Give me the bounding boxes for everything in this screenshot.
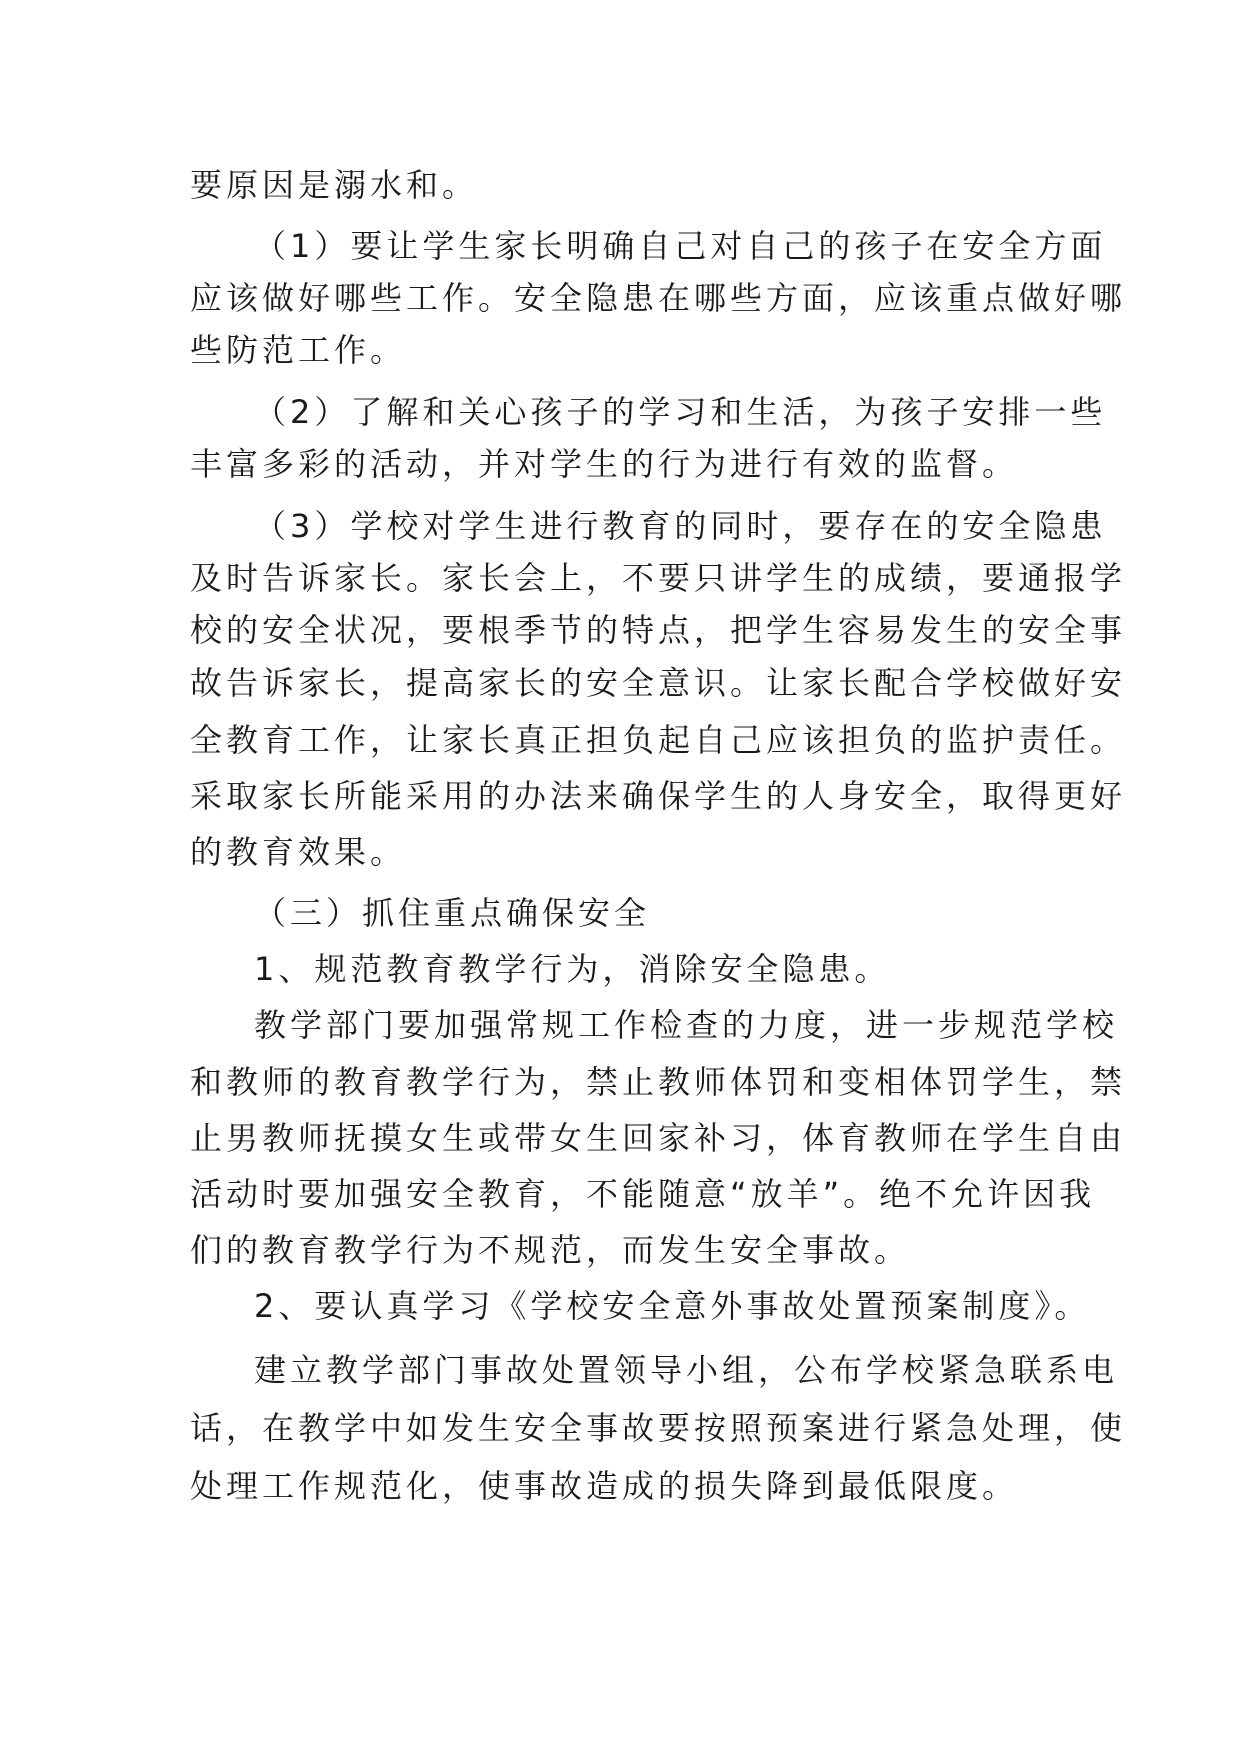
paragraph-line: 教学部门要加强常规工作检查的力度，进一步规范学校 <box>254 1006 1119 1044</box>
subsection-heading: 2、要认真学习《学校安全意外事故处置预案制度》。 <box>254 1287 1091 1325</box>
text-line: 活动时要加强安全教育，不能随意“放羊”。绝不允许因我 <box>190 1175 1096 1213</box>
text-line: 和教师的教育教学行为，禁止教师体罚和变相体罚学生，禁 <box>190 1063 1127 1101</box>
text-line: 止男教师抚摸女生或带女生回家补习，体育教师在学生自由 <box>190 1119 1127 1157</box>
section-heading: （三）抓住重点确保安全 <box>254 894 651 932</box>
text-line: 校的安全状况，要根季节的特点，把学生容易发生的安全事 <box>190 611 1127 649</box>
text-line: 丰富多彩的活动，并对学生的行为进行有效的监督。 <box>190 445 1019 483</box>
text-line: 话，在教学中如发生安全事故要按照预案进行紧急处理，使 <box>190 1409 1127 1447</box>
text-line: 的教育效果。 <box>190 833 407 871</box>
text-line: 们的教育教学行为不规范，而发生安全事故。 <box>190 1231 911 1269</box>
text-line: 全教育工作，让家长真正担负起自己应该担负的监护责任。 <box>190 721 1127 759</box>
paragraph-line: 建立教学部门事故处置领导小组，公布学校紧急联系电 <box>254 1351 1119 1389</box>
text-line: 采取家长所能采用的办法来确保学生的人身安全，取得更好 <box>190 777 1127 815</box>
subsection-heading: 1、规范教育教学行为，消除安全隐患。 <box>254 950 891 988</box>
text-line: 应该做好哪些工作。安全隐患在哪些方面，应该重点做好哪 <box>190 279 1127 317</box>
paragraph-1-line: （1）要让学生家长明确自己对自己的孩子在安全方面 <box>254 227 1107 265</box>
text-line: 及时告诉家长。家长会上，不要只讲学生的成绩，要通报学 <box>190 559 1127 597</box>
paragraph-3-line: （3）学校对学生进行教育的同时，要存在的安全隐患 <box>254 507 1107 545</box>
text-line: 处理工作规范化，使事故造成的损失降到最低限度。 <box>190 1467 1019 1505</box>
paragraph-2-line: （2）了解和关心孩子的学习和生活，为孩子安排一些 <box>254 393 1107 431</box>
text-line: 些防范工作。 <box>190 331 407 369</box>
text-line: 要原因是溺水和。 <box>190 166 479 204</box>
text-line: 故告诉家长，提高家长的安全意识。让家长配合学校做好安 <box>190 664 1127 702</box>
